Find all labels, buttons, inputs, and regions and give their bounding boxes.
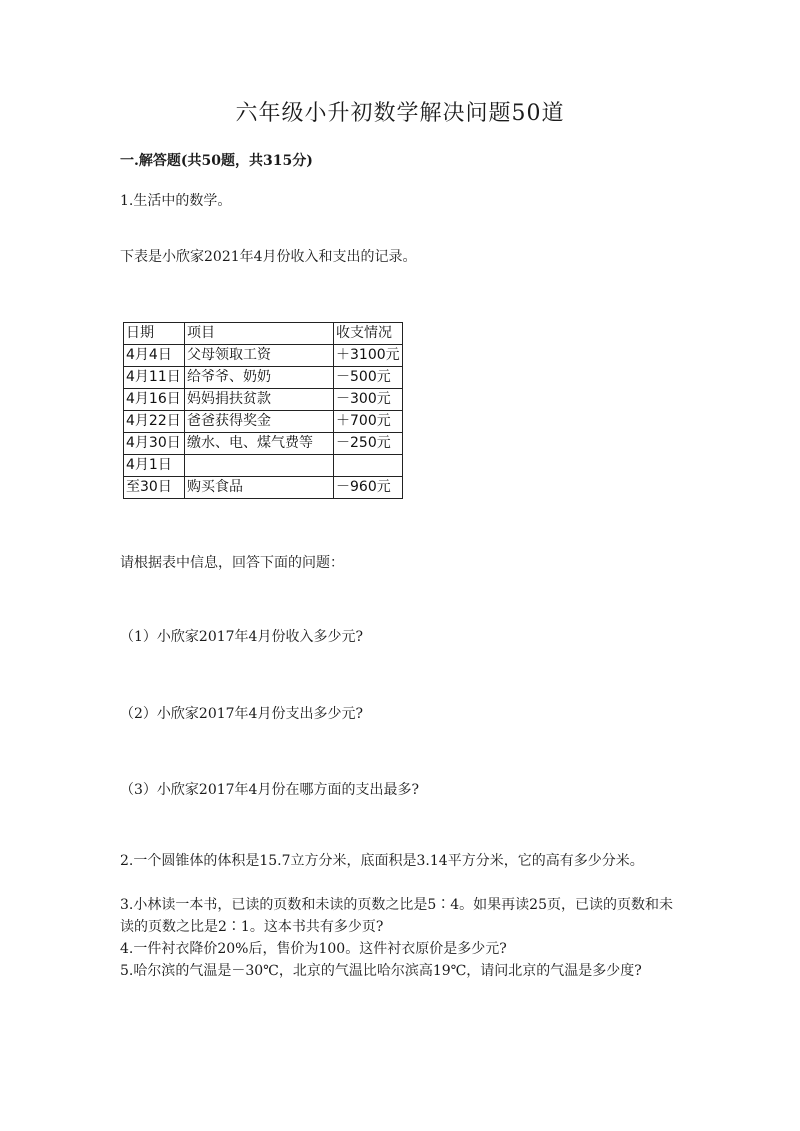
table-cell-amount: －250元 [334, 433, 403, 455]
table-cell-amount: －500元 [334, 367, 403, 389]
sub-question-2: （2）小欣家2017年4月份支出多少元? [120, 706, 363, 722]
table-cell-date: 4月4日 [124, 345, 185, 367]
table-cell-date: 4月22日 [124, 411, 185, 433]
table-row [124, 411, 403, 433]
question-3: 3.小林读一本书，已读的页数和未读的页数之比是5∶4。如果再读25页，已读的页数和未读的页数之比是2∶1。这本书共有多少页? [120, 897, 673, 935]
table-cell-date: 4月30日 [124, 433, 185, 455]
table-cell-amount: ＋700元 [334, 411, 403, 433]
table-cell-date: 至30日 [124, 477, 185, 499]
question-2: 2.一个圆锥体的体积是15.7立方分米，底面积是3.14平方分米，它的高有多少分米。 [120, 853, 644, 869]
table-header-row [124, 323, 403, 345]
table-cell-amount: －300元 [334, 389, 403, 411]
table-cell-item: 爸爸获得奖金 [185, 411, 334, 433]
sub-question-3: （3）小欣家2017年4月份在哪方面的支出最多? [120, 782, 419, 798]
table-cell-date: 4月11日 [124, 367, 185, 389]
table-cell-date: 4月1日 [124, 455, 185, 477]
table-row [124, 389, 403, 411]
table-cell-item: 缴水、电、煤气费等 [185, 433, 334, 455]
table-row [124, 477, 403, 499]
question-5: 5.哈尔滨的气温是－30℃，北京的气温比哈尔滨高19℃，请问北京的气温是多少度? [120, 963, 642, 979]
table-cell-date: 4月16日 [124, 389, 185, 411]
page-title: 六年级小升初数学解决问题50道 [235, 101, 565, 126]
table-cell-item: 购买食品 [185, 477, 334, 499]
question-1-intro: 下表是小欣家2021年4月份收入和支出的记录。 [120, 249, 417, 265]
question-1-prompt: 请根据表中信息，回答下面的问题： [120, 555, 344, 571]
table-cell-item: 给爷爷、奶奶 [185, 367, 334, 389]
section-heading: 一.解答题(共50题，共315分) [120, 153, 313, 169]
table-cell-item: 父母领取工资 [185, 345, 334, 367]
income-expense-table [123, 322, 403, 499]
sub-question-1: （1）小欣家2017年4月份收入多少元? [120, 629, 363, 645]
table-cell-item [185, 455, 334, 477]
table-row [124, 345, 403, 367]
records-table-container [123, 322, 403, 499]
table-row [124, 455, 403, 477]
table-cell-item: 妈妈捐扶贫款 [185, 389, 334, 411]
question-1-label: 1.生活中的数学。 [120, 193, 232, 209]
table-row [124, 367, 403, 389]
table-header-cell: 日期 [124, 323, 185, 345]
table-row [124, 433, 403, 455]
table-header-cell: 收支情况 [334, 323, 403, 345]
table-cell-amount [334, 455, 403, 477]
question-4: 4.一件衬衣降价20%后，售价为100。这件衬衣原价是多少元? [120, 941, 507, 957]
table-cell-amount: －960元 [334, 477, 403, 499]
table-header-cell: 项目 [185, 323, 334, 345]
table-cell-amount: ＋3100元 [334, 345, 403, 367]
